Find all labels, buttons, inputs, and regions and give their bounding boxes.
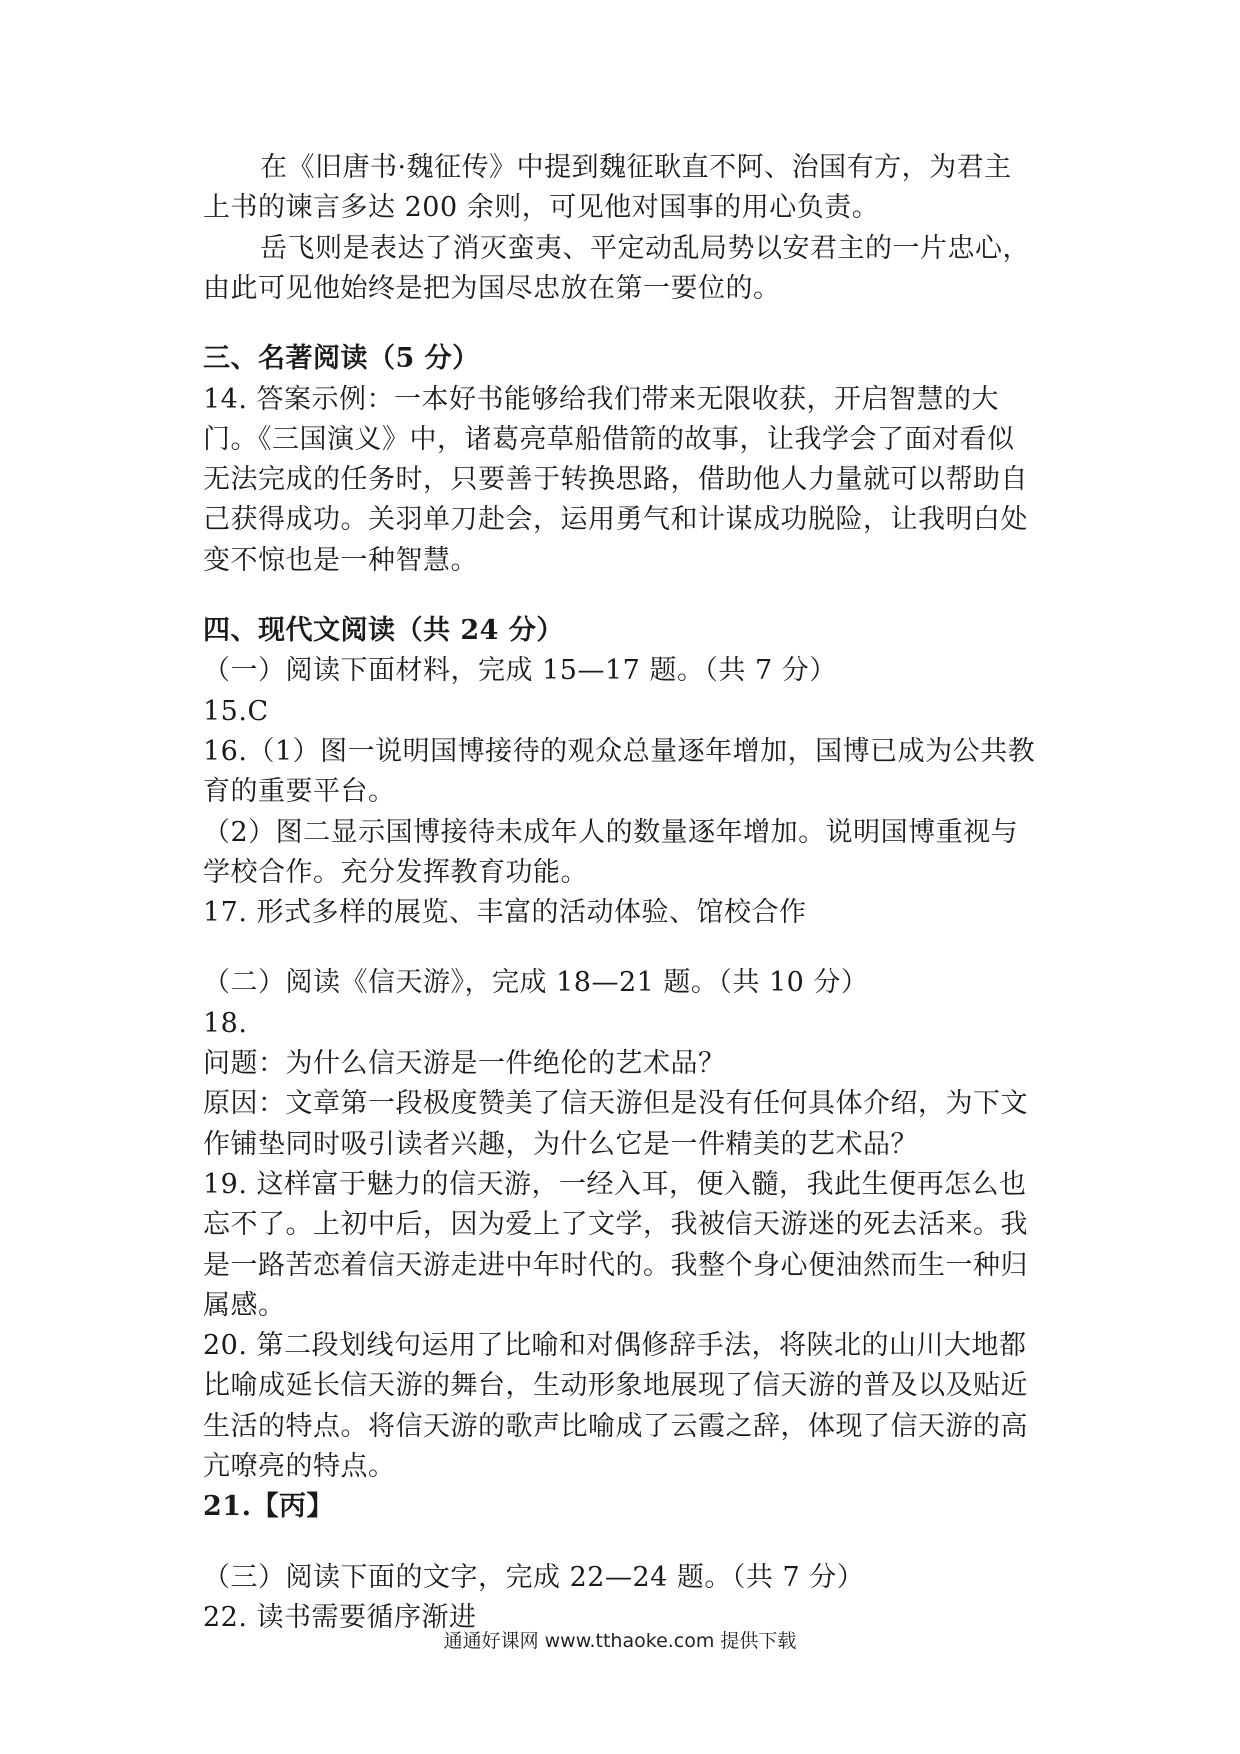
section-3-heading: 三、名著阅读（5 分） — [203, 343, 480, 374]
q14-line-4: 己获得成功。关羽单刀赴会，运用勇气和计谋成功脱险，让我明白处 — [203, 504, 1028, 535]
q22-answer: 22. 读书需要循序渐进 — [203, 1602, 477, 1633]
q17-answer: 17. 形式多样的展览、丰富的活动体验、馆校合作 — [203, 897, 807, 928]
q20-line-4: 亢嘹亮的特点。 — [203, 1451, 396, 1482]
q16-line-2: 育的重要平台。 — [203, 776, 396, 807]
footer-credit: 通通好课网 www.tthaoke.com 提供下载 — [443, 1630, 797, 1652]
intro-paragraph-2-line-1: 岳飞则是表达了消灭蛮夷、平定动乱局势以安君主的一片忠心， — [260, 233, 1030, 264]
q15-answer: 15.C — [203, 696, 269, 727]
q18-reason-line-2: 作铺垫同时吸引读者兴趣，为什么它是一件精美的艺术品？ — [203, 1129, 918, 1160]
q14-line-5: 变不惊也是一种智慧。 — [203, 545, 478, 576]
part-3-title: （三）阅读下面的文字，完成 22—24 题。（共 7 分） — [203, 1562, 865, 1593]
q16-line-4: 学校合作。充分发挥教育功能。 — [203, 857, 588, 888]
q16-line-3: （2）图二显示国博接待未成年人的数量逐年增加。说明国博重视与 — [203, 817, 1019, 848]
q19-line-1: 19. 这样富于魅力的信天游，一经入耳，便入髓，我此生便再怎么也 — [203, 1169, 1027, 1200]
q19-line-3: 是一路苦恋着信天游走进中年时代的。我整个身心便油然而生一种归 — [203, 1250, 1028, 1281]
section-4-heading: 四、现代文阅读（共 24 分） — [203, 615, 564, 646]
q14-line-2: 门。《三国演义》中，诸葛亮草船借箭的故事，让我学会了面对看似 — [203, 424, 1015, 455]
q18-reason-line-1: 原因：文章第一段极度赞美了信天游但是没有任何具体介绍，为下文 — [203, 1088, 1028, 1119]
q20-line-2: 比喻成延长信天游的舞台，生动形象地展现了信天游的普及以及贴近 — [203, 1370, 1028, 1401]
intro-paragraph-2-line-2: 由此可见他始终是把为国尽忠放在第一要位的。 — [203, 273, 781, 304]
intro-paragraph-1-line-2: 上书的谏言多达 200 余则，可见他对国事的用心负责。 — [203, 192, 880, 223]
part-1-title: （一）阅读下面材料，完成 15—17 题。（共 7 分） — [203, 655, 837, 686]
q20-line-1: 20. 第二段划线句运用了比喻和对偶修辞手法，将陕北的山川大地都 — [203, 1330, 1027, 1361]
q14-line-1: 14. 答案示例：一本好书能够给我们带来无限收获，开启智慧的大 — [203, 384, 1000, 415]
intro-paragraph-1-line-1: 在《旧唐书·魏征传》中提到魏征耿直不阿、治国有方，为君主 — [260, 152, 1012, 183]
q19-line-2: 忘不了。上初中后，因为爱上了文学，我被信天游迷的死去活来。我 — [203, 1209, 1028, 1240]
q16-line-1: 16.（1）图一说明国博接待的观众总量逐年增加，国博已成为公共教 — [203, 736, 1036, 767]
q21-answer: 21.【丙】 — [203, 1491, 334, 1522]
q18-number: 18. — [203, 1008, 248, 1039]
q20-line-3: 生活的特点。将信天游的歌声比喻成了云霞之辞，体现了信天游的高 — [203, 1411, 1028, 1442]
q18-question: 问题：为什么信天游是一件绝伦的艺术品？ — [203, 1048, 726, 1079]
q14-line-3: 无法完成的任务时，只要善于转换思路，借助他人力量就可以帮助自 — [203, 464, 1028, 495]
part-2-title: （二）阅读《信天游》，完成 18—21 题。（共 10 分） — [203, 967, 869, 998]
q19-line-4: 属感。 — [203, 1290, 286, 1321]
